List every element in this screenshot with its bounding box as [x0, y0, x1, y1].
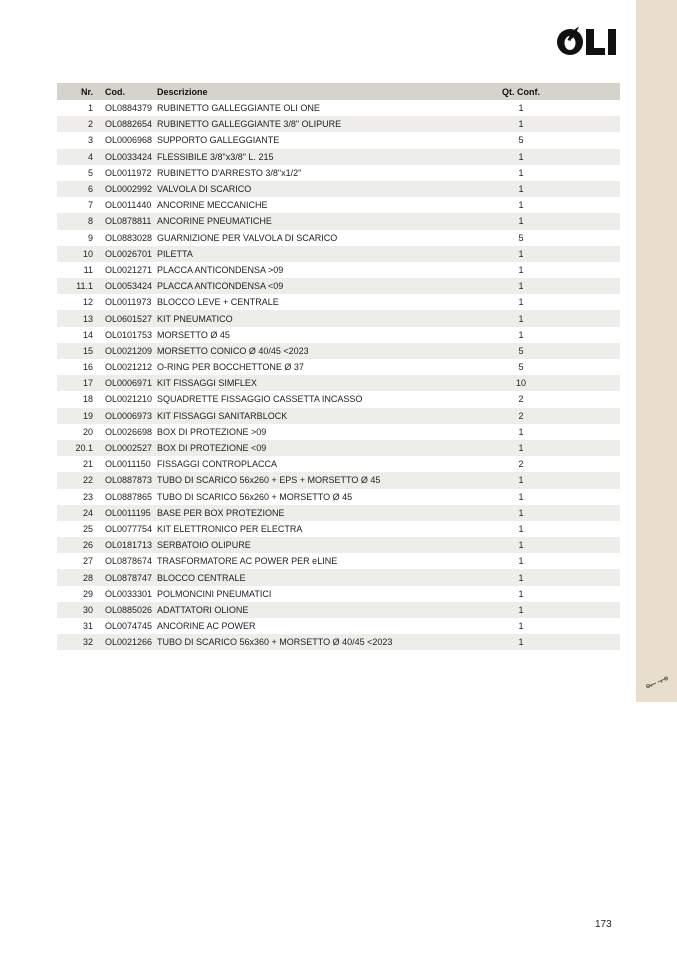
cell-qt: 1 — [518, 588, 524, 599]
oli-logo — [555, 24, 621, 57]
cell-nr: 17 — [57, 375, 93, 391]
cell-qt: 1 — [518, 200, 524, 211]
cell-desc: TUBO DI SCARICO 56x360 + MORSETTO Ø 40/45 <2023 — [157, 634, 502, 650]
cell-desc: O-RING PER BOCCHETTONE Ø 37 — [157, 362, 304, 373]
cell-nr: 12 — [82, 297, 93, 308]
cell-desc: ANCORINE MECCANICHE — [157, 200, 268, 211]
table-row — [57, 116, 620, 132]
cell-cod: OL0077754 — [105, 523, 153, 534]
cell-qt: 1 — [502, 116, 620, 132]
cell-cod: OL0021271 — [105, 264, 153, 275]
cell-cod: OL0006971 — [93, 375, 157, 391]
table-row — [57, 440, 620, 456]
cell-cod: OL0033424 — [93, 149, 157, 165]
table-row — [57, 391, 620, 407]
cell-qt: 5 — [518, 362, 524, 373]
cell-qt: 1 — [502, 213, 620, 229]
cell-desc: KIT PNEUMATICO — [157, 310, 502, 326]
cell-qt: 2 — [518, 459, 524, 470]
cell-qt: 5 — [502, 343, 620, 359]
table-row — [57, 181, 620, 197]
table-row — [57, 359, 620, 375]
cell-desc: KIT FISSAGGI SANITARBLOCK — [157, 408, 502, 424]
cell-desc: RUBINETTO GALLEGGIANTE 3/8" OLIPURE — [157, 116, 502, 132]
cell-cod: OL0878674 — [105, 556, 153, 567]
cell-desc: TUBO DI SCARICO 56x260 + MORSETTO Ø 45 — [157, 491, 353, 502]
cell-qt: 1 — [518, 523, 524, 534]
cell-cod: OL0021266 — [93, 634, 157, 650]
cell-cod: OL0011150 — [105, 459, 151, 470]
table-row — [57, 149, 620, 165]
cell-qt: 1 — [502, 246, 620, 262]
table-row — [57, 262, 620, 278]
cell-nr: 22 — [57, 472, 93, 488]
cell-nr: 14 — [82, 329, 93, 340]
cell-nr: 23 — [82, 491, 93, 502]
cell-qt: 1 — [518, 491, 524, 502]
cell-cod: OL0021210 — [105, 394, 153, 405]
cell-desc: PLACCA ANTICONDENSA >09 — [157, 264, 284, 275]
cell-qt: 10 — [502, 375, 620, 391]
cell-nr: 13 — [57, 310, 93, 326]
cell-nr: 5 — [87, 167, 93, 178]
cell-qt: 1 — [518, 556, 524, 567]
cell-qt: 1 — [502, 634, 620, 650]
cell-desc: SERBATOIO OLIPURE — [157, 537, 502, 553]
cell-cod: OL0011973 — [105, 297, 152, 308]
cell-cod: OL0601527 — [93, 310, 157, 326]
cell-cod: OL0002992 — [93, 181, 157, 197]
table-header-row — [57, 83, 620, 100]
cell-qt: 1 — [502, 505, 620, 521]
cell-cod: OL0006968 — [105, 135, 153, 146]
cell-qt: 1 — [502, 537, 620, 553]
cell-nr: 25 — [82, 523, 93, 534]
cell-qt: 1 — [518, 264, 524, 275]
cell-nr: 29 — [82, 588, 93, 599]
cell-nr: 3 — [87, 135, 93, 146]
table-row — [57, 505, 620, 521]
table-row — [57, 569, 620, 585]
table-row — [57, 343, 620, 359]
cell-nr: 20.1 — [57, 440, 93, 456]
cell-cod: OL0101753 — [105, 329, 153, 340]
cell-nr: 24 — [57, 505, 93, 521]
table-row — [57, 408, 620, 424]
cell-desc: ANCORINE PNEUMATICHE — [157, 213, 502, 229]
cell-cod: OL0011972 — [105, 167, 152, 178]
cell-desc: BLOCCO LEVE + CENTRALE — [157, 297, 279, 308]
cell-qt: 1 — [518, 167, 524, 178]
cell-qt: 1 — [518, 329, 524, 340]
cell-nr: 11 — [83, 264, 93, 275]
cell-cod: OL0011440 — [105, 200, 152, 211]
cell-cod: OL0887873 — [93, 472, 157, 488]
cell-desc: FISSAGGI CONTROPLACCA — [157, 459, 278, 470]
cell-qt: 1 — [502, 472, 620, 488]
cell-cod: OL0011195 — [93, 505, 157, 521]
cell-desc: PILETTA — [157, 246, 502, 262]
cell-qt: 1 — [502, 569, 620, 585]
cell-desc: BASE PER BOX PROTEZIONE — [157, 505, 502, 521]
table-row — [57, 294, 620, 310]
table-row — [57, 602, 620, 618]
cell-qt: 1 — [518, 426, 524, 437]
cell-cod: OL0006973 — [93, 408, 157, 424]
cell-desc: MORSETTO Ø 45 — [157, 329, 230, 340]
cell-qt: 1 — [502, 149, 620, 165]
table-row — [57, 586, 620, 602]
table-row — [57, 278, 620, 294]
table-row — [57, 132, 620, 148]
header-cod: Cod. — [93, 83, 157, 100]
cell-desc: GUARNIZIONE PER VALVOLA DI SCARICO — [157, 232, 338, 243]
cell-cod: OL0021212 — [105, 362, 153, 373]
table-row — [57, 230, 620, 246]
cell-qt: 1 — [502, 440, 620, 456]
cell-cod: OL0181713 — [93, 537, 157, 553]
cell-cod: OL0026698 — [105, 426, 153, 437]
tools-icon — [644, 674, 670, 690]
cell-nr: 21 — [82, 459, 93, 470]
cell-qt: 5 — [518, 232, 524, 243]
table-row — [57, 310, 620, 326]
cell-cod: OL0026701 — [93, 246, 157, 262]
cell-desc: RUBINETTO GALLEGGIANTE OLI ONE — [157, 103, 320, 114]
cell-cod: OL0002527 — [93, 440, 157, 456]
cell-nr: 15 — [57, 343, 93, 359]
cell-desc: BOX DI PROTEZIONE <09 — [157, 440, 502, 456]
cell-nr: 16 — [82, 362, 93, 373]
cell-qt: 5 — [518, 135, 524, 146]
cell-qt: 1 — [502, 602, 620, 618]
cell-cod: OL0021209 — [93, 343, 157, 359]
cell-cod: OL0884379 — [105, 103, 153, 114]
cell-cod: OL0878747 — [93, 569, 157, 585]
cell-qt: 2 — [518, 394, 524, 405]
table-row — [57, 165, 620, 181]
cell-desc: FLESSIBILE 3/8"x3/8" L. 215 — [157, 149, 502, 165]
cell-desc: KIT ELETTRONICO PER ELECTRA — [157, 523, 303, 534]
cell-nr: 4 — [57, 149, 93, 165]
cell-desc: SUPPORTO GALLEGGIANTE — [157, 135, 280, 146]
cell-qt: 1 — [518, 103, 524, 114]
cell-qt: 1 — [502, 310, 620, 326]
table-row — [57, 618, 620, 634]
table-row — [57, 456, 620, 472]
cell-desc: RUBINETTO D'ARRESTO 3/8"x1/2" — [157, 167, 302, 178]
table-row — [57, 553, 620, 569]
parts-table — [57, 83, 620, 650]
cell-desc: POLMONCINI PNEUMATICI — [157, 588, 272, 599]
cell-nr: 1 — [87, 103, 93, 114]
table-row — [57, 213, 620, 229]
table-row — [57, 375, 620, 391]
cell-nr: 19 — [57, 408, 93, 424]
cell-cod: OL0053424 — [93, 278, 157, 294]
table-row — [57, 537, 620, 553]
cell-cod: OL0882654 — [93, 116, 157, 132]
cell-desc: SQUADRETTE FISSAGGIO CASSETTA INCASSO — [157, 394, 363, 405]
cell-cod: OL0887865 — [105, 491, 153, 502]
cell-desc: ADATTATORI OLIONE — [157, 602, 502, 618]
cell-nr: 28 — [57, 569, 93, 585]
table-row — [57, 100, 620, 116]
header-nr: Nr. — [57, 83, 93, 100]
cell-desc: ANCORINE AC POWER — [157, 621, 256, 632]
cell-nr: 18 — [82, 394, 93, 405]
cell-desc: TUBO DI SCARICO 56x260 + EPS + MORSETTO Ø 45 — [157, 472, 502, 488]
cell-desc: BLOCCO CENTRALE — [157, 569, 502, 585]
cell-cod: OL0878811 — [93, 213, 157, 229]
cell-nr: 7 — [87, 200, 93, 211]
cell-nr: 20 — [82, 426, 93, 437]
cell-cod: OL0883028 — [105, 232, 153, 243]
cell-desc: BOX DI PROTEZIONE >09 — [157, 426, 267, 437]
cell-desc: KIT FISSAGGI SIMFLEX — [157, 375, 502, 391]
table-row — [57, 489, 620, 505]
table-row — [57, 472, 620, 488]
cell-qt: 1 — [502, 181, 620, 197]
cell-cod: OL0074745 — [105, 621, 153, 632]
cell-desc: VALVOLA DI SCARICO — [157, 181, 502, 197]
cell-nr: 10 — [57, 246, 93, 262]
header-qt: Qt. Conf. — [502, 83, 620, 100]
cell-qt: 1 — [518, 621, 524, 632]
table-row — [57, 327, 620, 343]
table-row — [57, 424, 620, 440]
cell-nr: 26 — [57, 537, 93, 553]
table-row — [57, 197, 620, 213]
cell-cod: OL0033301 — [105, 588, 153, 599]
cell-desc: MORSETTO CONICO Ø 40/45 <2023 — [157, 343, 502, 359]
cell-nr: 27 — [82, 556, 93, 567]
cell-nr: 30 — [57, 602, 93, 618]
table-row — [57, 634, 620, 650]
cell-desc: PLACCA ANTICONDENSA <09 — [157, 278, 502, 294]
page-number: 173 — [595, 919, 612, 930]
header-desc: Descrizione — [157, 83, 502, 100]
table-row — [57, 521, 620, 537]
cell-nr: 2 — [57, 116, 93, 132]
cell-nr: 6 — [57, 181, 93, 197]
cell-nr: 9 — [87, 232, 93, 243]
table-row — [57, 246, 620, 262]
cell-desc: TRASFORMATORE AC POWER PER eLINE — [157, 556, 338, 567]
cell-nr: 8 — [57, 213, 93, 229]
cell-qt: 2 — [502, 408, 620, 424]
cell-nr: 32 — [57, 634, 93, 650]
side-tab — [636, 0, 677, 702]
cell-qt: 1 — [518, 297, 524, 308]
cell-nr: 11.1 — [57, 278, 93, 294]
cell-qt: 1 — [502, 278, 620, 294]
cell-nr: 31 — [82, 621, 93, 632]
cell-cod: OL0885026 — [93, 602, 157, 618]
